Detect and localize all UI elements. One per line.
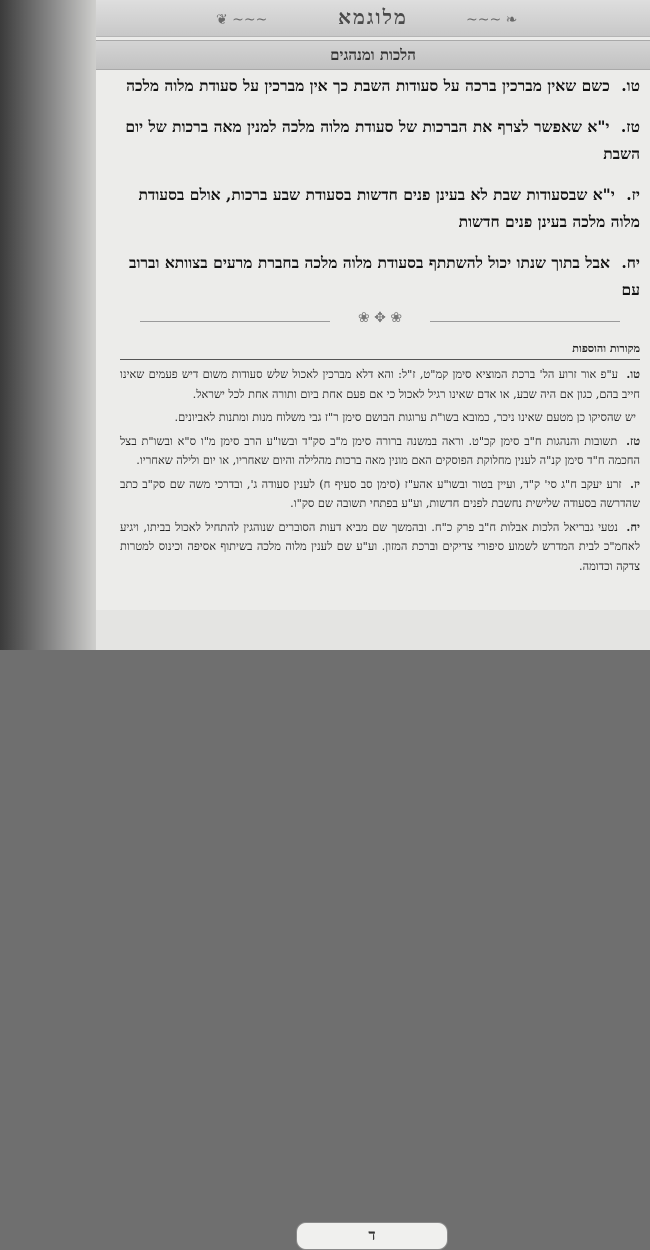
book-page bbox=[96, 0, 650, 1244]
footnote-text: זרע יעקב ח"ג סי' ק"ד, ועיין בטור ובשו"ע אהע"ז (סימן סב סעיף ח) לענין סעודה ג', ובדרכי משה שם סק"ב כתב שהדרשה בסעודה שלישית נחשבת לפנים חדשות, וע"ע בפתחי תשובה שם סק"ו. bbox=[120, 477, 640, 510]
paragraph-number: טו. bbox=[621, 76, 640, 95]
section-title: הלכות ומנהגים bbox=[330, 46, 416, 64]
page-footer bbox=[96, 610, 650, 1244]
paragraph-text: י"א שאפשר לצרף את הברכות של סעודת מלוה מלכה למנין מאה ברכות של יום השבת bbox=[125, 117, 640, 163]
main-text bbox=[120, 72, 640, 317]
ornamental-divider-icon: ❀ ✥ ❀ bbox=[120, 310, 640, 332]
ornament-left-icon: ❦ ~~~ bbox=[216, 12, 268, 28]
paragraph-text: כשם שאין מברכין ברכה על סעודות השבת כך אין מברכין על סעודת מלוה מלכה bbox=[126, 76, 610, 95]
footnote-text: נטעי גבריאל הלכות אבלות ח"ב פרק כ"ח. ובהמשך שם מביא דעות הסוברים שנוהגין להתחיל לאכול בביתו, ויגיע לאחמ"כ לבית המדרש לשמוע סיפורי צדיקים וברכת המזון. וע"ע שם לענין מלוה מלכה בשיתוף אסיפה וכינוס למטרות צדקה וכדומה. bbox=[120, 520, 640, 573]
page-number: ד bbox=[368, 1226, 376, 1244]
footnote-text: תשובות והנהגות ח"ב סימן קכ"ט. וראה במשנה ברורה סימן מ"ב סק"ד ובשו"ע הרב סימן מ"ו ס"א ובשו"ת בצל החכמה ח"ד סימן קנ"ה לענין מחלוקת הפוסקים האם מונין מאה ברכות מהלילה והיום שאחריו, או יום ולילה שאחריו. bbox=[120, 434, 640, 467]
book-title: מלוגמא bbox=[338, 5, 408, 29]
notes-header bbox=[120, 343, 640, 360]
footnote-number: יז. bbox=[629, 476, 640, 491]
paragraph bbox=[120, 72, 640, 99]
footnote bbox=[120, 365, 640, 404]
ornament-right-icon: ~~~ ❧ bbox=[466, 12, 518, 28]
book-spine-shadow bbox=[0, 0, 96, 650]
footnote-number: טז. bbox=[626, 433, 641, 448]
paragraph-text: אבל בתוך שנתו יכול להשתתף בסעודת מלוה מלכה בחברת מרעים בצוותא וברוב עם bbox=[128, 253, 640, 299]
paragraph-number: יח. bbox=[621, 253, 640, 272]
footnotes bbox=[120, 365, 640, 580]
paragraph bbox=[120, 181, 640, 235]
footnote bbox=[120, 518, 640, 577]
running-header bbox=[96, 0, 650, 37]
footnote-number: טו. bbox=[626, 367, 641, 381]
footnote bbox=[120, 475, 640, 514]
paragraph-text: י"א שבסעודות שבת לא בעינן פנים חדשות בסעודת שבע ברכות, אולם בסעודת מלוה מלכה בעינן פנים חדשות bbox=[138, 185, 640, 231]
footnote-text: ע"פ אור זרוע הל' ברכת המוציא סימן קמ"ט, ז"ל: והא דלא מברכין לאכול שלש סעודות משום דיש פעמים שאינו חייב בהם, כגון אם היה שבע, או אדם שאינו רגיל לאכול כי אם פעם אחת ביום ותורה אחת לכל ישראל. bbox=[120, 368, 640, 401]
paragraph-number: יז. bbox=[626, 185, 640, 204]
footnote-text: יש שהסיקו כן מטעם שאינו ניכר, כמובא בשו"ת ערוגות הבושם סימן ר"ז גבי משלוח מנות ומתנות לאביונים. bbox=[174, 411, 636, 424]
footnote bbox=[120, 408, 640, 428]
page-number-frame bbox=[296, 1222, 448, 1250]
paragraph bbox=[120, 249, 640, 303]
paragraph bbox=[120, 113, 640, 167]
paragraph-number: טז. bbox=[620, 117, 640, 136]
section-header bbox=[96, 40, 650, 70]
footnote-number: יח. bbox=[626, 519, 640, 534]
notes-label: מקורות והוספות bbox=[566, 342, 640, 355]
footnote bbox=[120, 432, 640, 471]
